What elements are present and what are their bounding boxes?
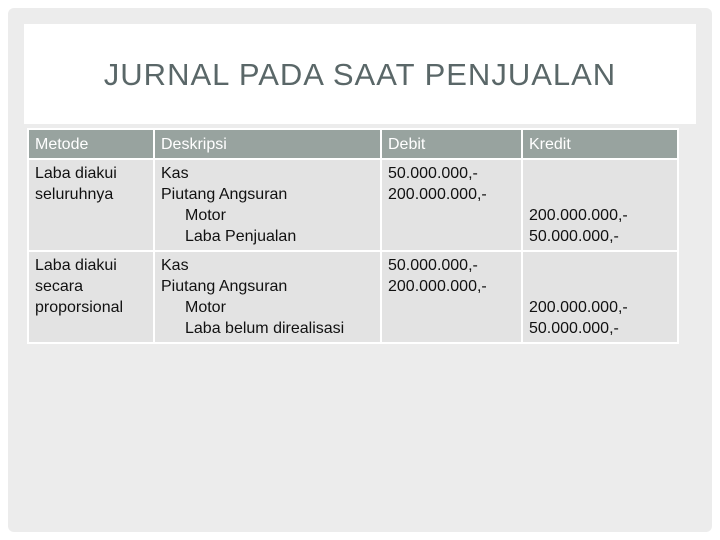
metode-line: Laba diakui	[35, 165, 117, 182]
header-kredit: Kredit	[522, 129, 678, 159]
kredit-spacer	[529, 255, 671, 297]
debit-line: 50.000.000,-	[388, 257, 478, 274]
kredit-line: 50.000.000,-	[529, 228, 619, 245]
debit-line: 50.000.000,-	[388, 165, 478, 182]
cell-deskripsi	[154, 159, 381, 251]
debit-line: 200.000.000,-	[388, 186, 487, 203]
table-row	[28, 251, 678, 343]
slide-title: JURNAL PADA SAAT PENJUALAN	[103, 57, 617, 92]
deskripsi-line-indented: Laba Penjualan	[185, 228, 297, 245]
metode-line: Laba diakui	[35, 257, 117, 274]
metode-line: proporsional	[35, 299, 124, 316]
cell-debit	[381, 251, 522, 343]
kredit-line: 200.000.000,-	[529, 299, 628, 316]
cell-deskripsi	[154, 251, 381, 343]
header-debit: Debit	[381, 129, 522, 159]
kredit-line: 50.000.000,-	[529, 320, 619, 337]
kredit-spacer	[529, 163, 671, 205]
deskripsi-line: Kas	[161, 257, 189, 274]
deskripsi-line-indented: Laba belum direalisasi	[185, 320, 345, 337]
header-deskripsi: Deskripsi	[154, 129, 381, 159]
cell-metode	[28, 159, 154, 251]
cell-kredit	[522, 251, 678, 343]
title-box	[24, 24, 696, 124]
deskripsi-line: Piutang Angsuran	[161, 186, 288, 203]
debit-line: 200.000.000,-	[388, 278, 487, 295]
cell-kredit	[522, 159, 678, 251]
deskripsi-line: Kas	[161, 165, 189, 182]
deskripsi-line: Piutang Angsuran	[161, 278, 288, 295]
metode-line: seluruhnya	[35, 186, 114, 203]
header-metode: Metode	[28, 129, 154, 159]
journal-table	[27, 128, 679, 344]
cell-metode	[28, 251, 154, 343]
table-row	[28, 159, 678, 251]
metode-line: secara	[35, 278, 84, 295]
kredit-line: 200.000.000,-	[529, 207, 628, 224]
table-header-row	[28, 129, 678, 159]
deskripsi-line-indented: Motor	[185, 299, 226, 316]
cell-debit	[381, 159, 522, 251]
deskripsi-line-indented: Motor	[185, 207, 226, 224]
